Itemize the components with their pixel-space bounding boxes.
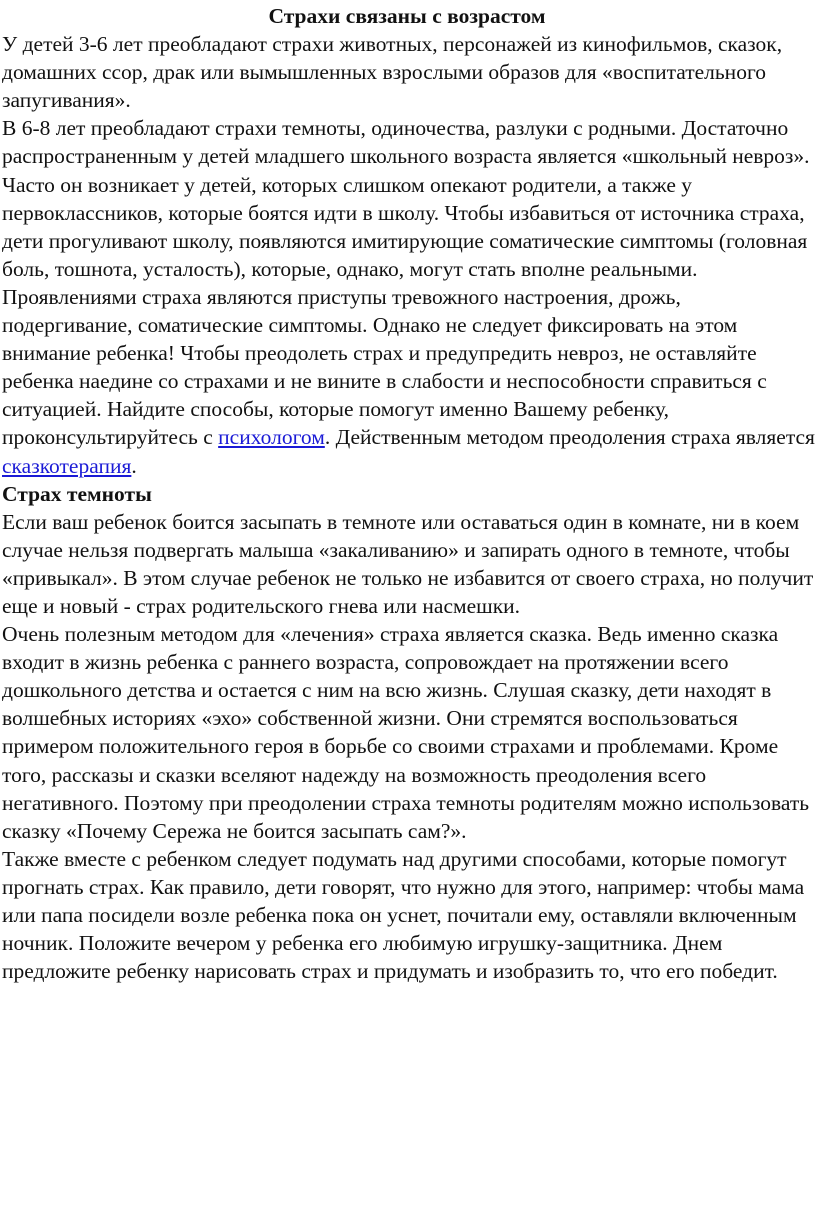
- fairytale-therapy-link[interactable]: сказкотерапия: [2, 453, 132, 478]
- paragraph-manifestations-text-2: . Действенным методом преодоления страха является: [324, 425, 815, 450]
- paragraph-manifestations-text-3: .: [131, 453, 137, 478]
- section-heading-fear-of-dark: Страх темноты: [2, 481, 152, 506]
- paragraph-other-methods: Также вместе с ребенком следует подумать над другими способами, которые помогут прогнать страх. Как правило, дети говорят, что нужно для этого, например: чтобы мама или папа посидели возле ребенка пока он уснет, почитали ему, оставляли включенным ночник. Положите вечером у ребенка его любимую игрушку-защитника. Днем предложите ребенку нарисовать страх и придумать и изобразить то, что его победит.: [2, 846, 805, 984]
- paragraph-ages-6-8: В 6-8 лет преобладают страхи темноты, одиночества, разлуки с родными. Достаточно распространенным у детей младшего школьного возраста является «школьный невроз». Часто он возникает у детей, которых слишком опекают родители, а также у первоклассников, которые боятся идти в школу. Чтобы избавиться от источника страха, дети прогуливают школу, появляются имитирующие соматические симптомы (головная боль, тошнота, усталость), которые, однако, могут стать вполне реальными.: [2, 116, 810, 281]
- paragraph-fear-of-dark: Если ваш ребенок боится засыпать в темноте или оставаться один в комнате, ни в коем случае нельзя подвергать малыша «закаливанию» и запирать одного в темноте, чтобы «привыкал». В этом случае ребенок не только не избавится от своего страха, но получит еще и новый - страх родительского гнева или насмешки.: [2, 509, 814, 618]
- paragraph-ages-3-6: У детей 3-6 лет преобладают страхи животных, персонажей из кинофильмов, сказок, домашних ссор, драк или вымышленных взрослыми образов для «воспитательного запугивания».: [2, 32, 783, 113]
- paragraph-fairytale: Очень полезным методом для «лечения» страха является сказка. Ведь именно сказка входит в жизнь ребенка с раннего возраста, сопровождает на протяжении всего дошкольного детства и остается с ним на всю жизнь. Слушая сказку, дети находят в волшебных историях «эхо» собственной жизни. Они стремятся воспользоваться примером положительного героя в борьбе со своими страхами и проблемами. Кроме того, рассказы и сказки вселяют надежду на возможность преодоления всего негативного. Поэтому при преодолении страха темноты родителям можно использовать сказку «Почему Сережа не боится засыпать сам?».: [2, 622, 810, 843]
- paragraph-manifestations: [2, 283, 816, 480]
- psychologist-link[interactable]: психологом: [218, 425, 325, 450]
- paragraph-manifestations-text-1: Проявлениями страха являются приступы тревожного настроения, дрожь, подергивание, соматические симптомы. Однако не следует фиксировать на этом внимание ребенка! Чтобы преодолеть страх и предупредить невроз, не оставляйте ребенка наедине со страхами и не вините в слабости и неспособности справиться с ситуацией. Найдите способы, которые помогут именно Вашему ребенку, проконсультируйтесь с: [2, 284, 767, 450]
- document-title: Страхи связаны с возрастом: [268, 4, 546, 28]
